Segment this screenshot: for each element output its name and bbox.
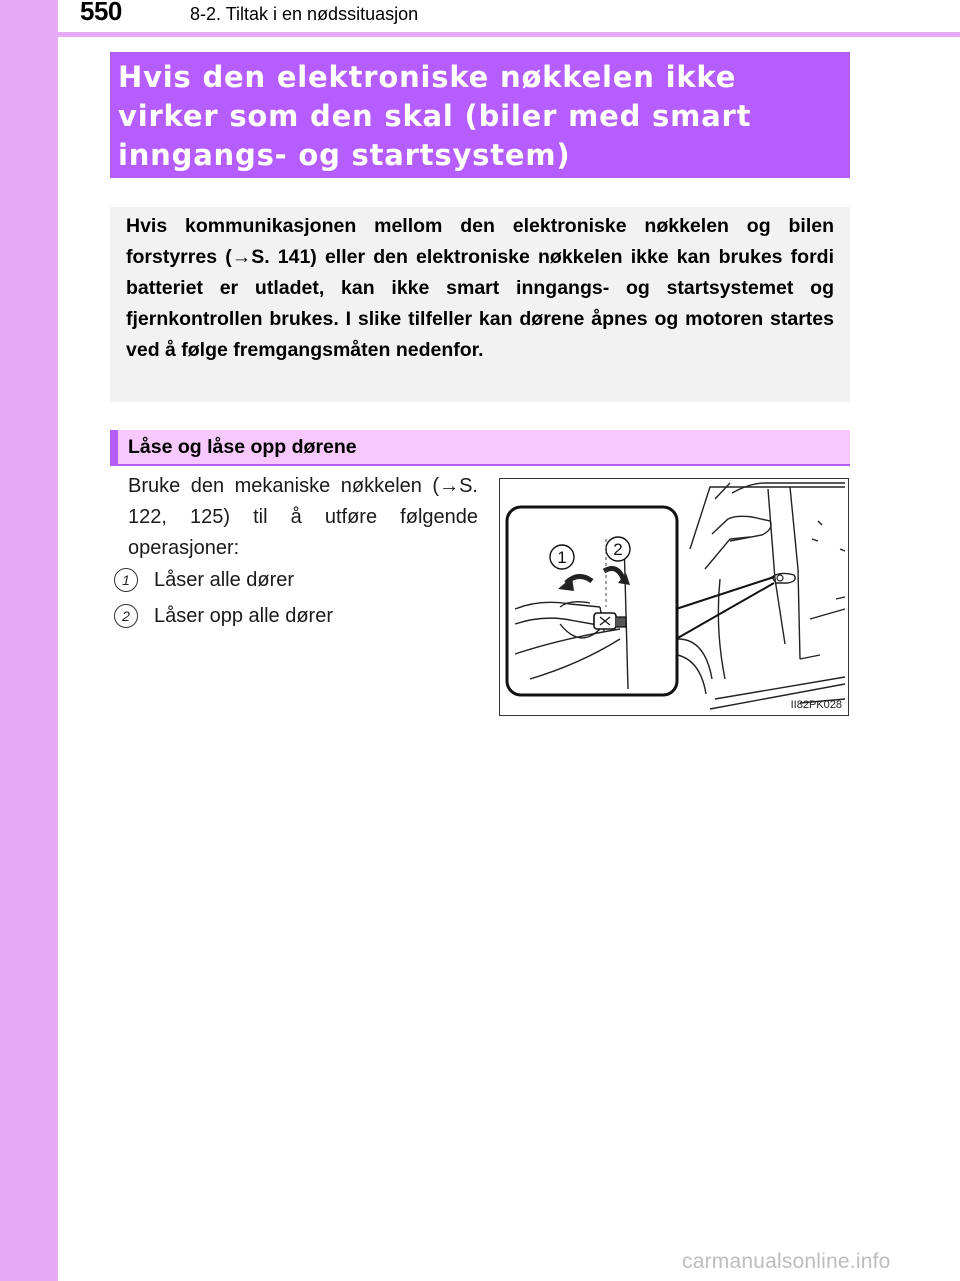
car-door-illustration	[500, 479, 847, 714]
header-rule	[58, 32, 960, 37]
step-item	[114, 568, 294, 592]
page-number: 550	[80, 0, 122, 26]
step-text: Låser opp alle dører	[154, 604, 333, 627]
subheading: Låse og låse opp dørene	[128, 436, 357, 458]
title-box	[110, 52, 850, 178]
step-item	[114, 604, 333, 628]
step-number: 2	[114, 604, 138, 628]
callout-1-label: 1	[557, 548, 567, 567]
section-title: 8-2. Tiltak i en nødssituasjon	[190, 4, 419, 24]
callout-2-label: 2	[613, 540, 623, 559]
body-paragraph: Bruke den mekaniske nøkkelen (→S. 122, 125) til å utføre følgende operasjoner:	[128, 475, 478, 559]
side-strip	[0, 0, 58, 1281]
subheading-accent	[110, 430, 118, 464]
subheading-bar	[110, 430, 850, 466]
watermark: carmanualsonline.info	[682, 1250, 891, 1273]
intro-box	[110, 207, 850, 402]
step-text: Låser alle dører	[154, 568, 295, 591]
door-key-figure	[499, 478, 849, 716]
page-title: Hvis den elektroniske nøkkelen ikke virker som den skal (biler med smart inngangs- og startsystem)	[118, 60, 752, 172]
step-number: 1	[114, 568, 138, 592]
intro-paragraph: Hvis kommunikasjonen mellom den elektroniske nøkkelen og bilen forstyrres (→S. 141) eller den elektroniske nøkkelen ikke kan brukes fordi batteriet er utladet, kan ikke smart inngangs- og startsystemet og fjernkontrollen brukes. I slike tilfeller kan dørene åpnes og motoren startes ved å følge fremgangsmåten nedenfor.	[126, 215, 834, 361]
figure-code: II82PK028	[790, 699, 842, 711]
